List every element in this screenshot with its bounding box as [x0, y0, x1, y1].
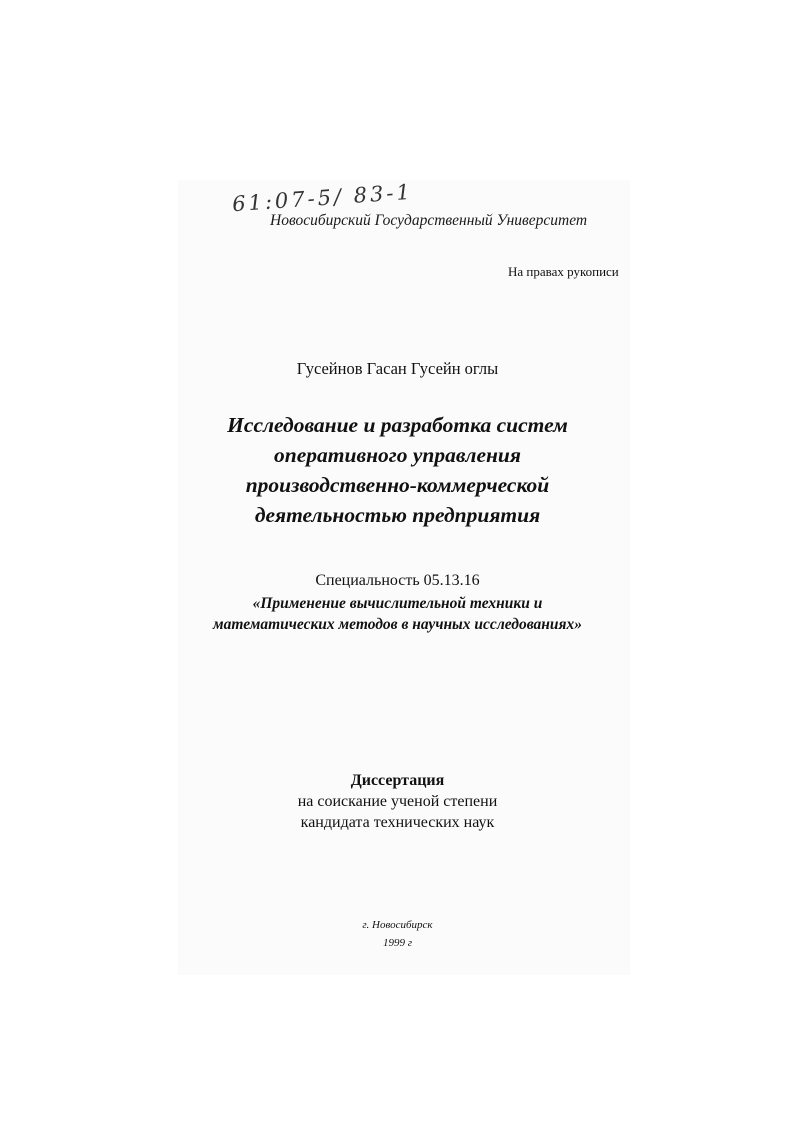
title-line: оперативного управления [274, 443, 521, 467]
manuscript-rights: На правах рукописи [508, 264, 619, 279]
title-line: Исследование и разработка систем [227, 413, 568, 437]
specialty-label: Специальность 05.13.16 [315, 572, 480, 589]
specialty-name [0, 593, 795, 635]
specialty-name-line: «Применение вычислительной техники и [252, 595, 543, 612]
title-line: деятельностью предприятия [254, 503, 541, 527]
university-name: Новосибирский Государственный Университет [270, 212, 588, 229]
city: г. Новосибирск [362, 919, 433, 931]
specialty-name-line: математических методов в научных исследованиях» [213, 616, 582, 633]
dissertation-title [0, 410, 795, 530]
degree-line: кандидата технических наук [300, 814, 495, 831]
title-line: производственно-коммерческой [245, 473, 550, 497]
degree-line: на соискание ученой степени [297, 793, 498, 810]
degree-block [0, 770, 795, 833]
year: 1999 г [382, 937, 413, 949]
handwritten-call-number: 61:07-5/ 83-1 [231, 179, 414, 217]
thesis-heading: Диссертация [350, 772, 445, 789]
author-name: Гусейнов Гасан Гусейн оглы [296, 359, 499, 378]
place-and-year [0, 916, 795, 952]
